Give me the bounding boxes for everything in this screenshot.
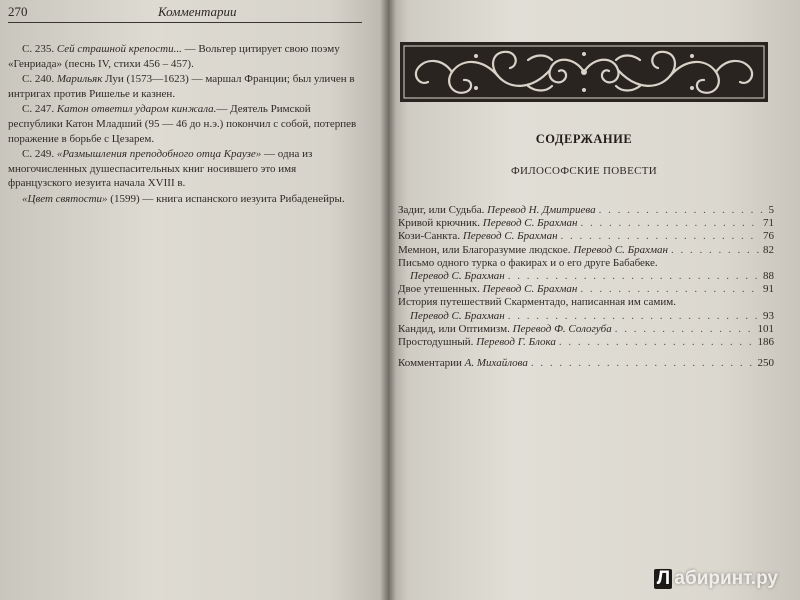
work-title: Кози-Санкта. xyxy=(398,230,461,243)
leader-dots xyxy=(580,217,760,229)
page-ref: 76 xyxy=(763,230,774,243)
translator: Перевод С. Брахман xyxy=(573,243,669,256)
translator: Перевод С. Брахман xyxy=(410,309,505,322)
page-ref: 91 xyxy=(763,283,774,296)
commentary-note xyxy=(8,192,358,207)
work-title: Мемнон, или Благоразумие людское. xyxy=(398,243,571,256)
work-title: История путешествий Скарментадо, написанная им самим. xyxy=(398,296,676,309)
translator: Перевод С. Брахман xyxy=(482,283,578,296)
note-quote: Марильяк xyxy=(56,73,103,86)
toc-entry-title xyxy=(398,270,508,282)
note-quote: «Цвет святости» xyxy=(22,192,108,205)
translator: Перевод С. Брахман xyxy=(482,217,578,230)
work-title: Письмо одного турка о факирах и о его друге Бабабеке. xyxy=(398,256,658,269)
page-ref: 71 xyxy=(763,217,774,230)
page-ref: 186 xyxy=(757,335,774,348)
toc-entry xyxy=(398,283,774,296)
watermark-text: абиринт.ру xyxy=(674,568,778,589)
translator: Перевод Г. Блока xyxy=(476,335,556,348)
toc-entry-title xyxy=(398,336,559,348)
note-text: — Деятель Римской республики Катон Младший (95 — 46 до н.э.) покончил с собой, потерпев поражение в борьбе с Цезарем. xyxy=(8,103,357,145)
toc-entry-title xyxy=(398,204,599,216)
toc-entry xyxy=(398,257,774,270)
note-text: — одна из многочисленных душеспасительных книг носившего это имя французского иезуита начала XVIII в. xyxy=(8,148,313,190)
leader-dots xyxy=(508,310,760,322)
page-ref: 82 xyxy=(763,243,774,256)
work-title: Двое утешенных. xyxy=(398,283,480,296)
table-of-contents xyxy=(398,204,774,370)
toc-entry xyxy=(398,323,774,336)
work-title: Простодушный. xyxy=(398,335,474,348)
leader-dots xyxy=(599,204,766,216)
toc-entry-title xyxy=(398,257,661,269)
toc-entry-title xyxy=(398,310,508,322)
work-title: Кандид, или Оптимизм. xyxy=(398,322,510,335)
note-quote: Катон ответил ударом кинжала. xyxy=(56,103,217,116)
toc-entry xyxy=(398,296,774,309)
leader-dots xyxy=(580,283,760,295)
page-ref: 93 xyxy=(763,309,774,322)
toc-heading: СОДЕРЖАНИЕ xyxy=(535,132,633,146)
toc-entry-title xyxy=(398,323,615,335)
translator: Перевод С. Брахман xyxy=(410,269,505,282)
commentary-note xyxy=(8,147,358,191)
toc-entry xyxy=(398,310,774,323)
leader-dots xyxy=(561,230,760,242)
toc-entry xyxy=(398,270,774,283)
page-ref: 5 xyxy=(768,204,774,216)
note-ref: С. 235. xyxy=(22,43,55,55)
page-number: 270 xyxy=(8,4,28,19)
commentary-note xyxy=(8,42,358,71)
note-text: — Вольтер цитирует свою поэму «Генриада» (песнь IV, стихи 456 – 457). xyxy=(8,43,340,70)
running-title: Комментарии xyxy=(158,4,237,19)
note-quote: «Размышления преподобного отца Краузе» xyxy=(56,148,262,161)
toc-entry xyxy=(398,217,774,230)
translator: Перевод Н. Дмитриева xyxy=(487,204,596,216)
running-head xyxy=(8,2,362,23)
translator: А. Михайлова xyxy=(464,357,528,370)
commentary-note xyxy=(8,102,358,146)
work-title: Кривой крючник. xyxy=(398,217,481,230)
note-ref: С. 249. xyxy=(22,148,55,161)
left-page xyxy=(0,0,388,600)
note-quote: Сей страшной крепости... xyxy=(56,43,182,55)
leader-dots xyxy=(559,336,755,348)
toc-subheading: ФИЛОСОФСКИЕ ПОВЕСТИ xyxy=(510,165,657,177)
note-ref: С. 240. xyxy=(22,73,55,86)
toc-entry-title xyxy=(398,283,580,295)
ornament-headpiece xyxy=(398,40,770,104)
note-text: (1599) — книга испанского иезуита Рибаденейры. xyxy=(107,192,345,205)
toc-entry xyxy=(398,204,774,217)
page-ref: 88 xyxy=(763,269,774,282)
book-gutter xyxy=(380,0,396,600)
toc-entry-title xyxy=(398,217,580,229)
commentary-notes xyxy=(8,42,358,208)
translator: Перевод Ф. Сологуба xyxy=(512,322,612,335)
toc-entry-title xyxy=(398,230,561,242)
site-watermark xyxy=(654,568,778,590)
translator: Перевод С. Брахман xyxy=(462,230,558,243)
leader-dots xyxy=(671,244,760,256)
leader-dots xyxy=(508,270,760,282)
toc-entry xyxy=(398,230,774,243)
toc-entry-title xyxy=(398,244,671,256)
toc-entry-title xyxy=(398,296,679,308)
toc-entry xyxy=(398,357,774,370)
commentary-note xyxy=(8,72,358,101)
page-ref: 101 xyxy=(757,322,774,335)
work-title: Комментарии xyxy=(398,357,462,370)
toc-entry-title xyxy=(398,357,531,369)
toc-entry xyxy=(398,244,774,257)
note-text: Луи (1573—1623) — маршал Франции; был уличен в интригах против Ришелье и казнен. xyxy=(8,73,355,100)
leader-dots xyxy=(615,323,755,335)
leader-dots xyxy=(531,357,755,369)
page-ref: 250 xyxy=(757,357,774,370)
note-ref: С. 247. xyxy=(22,103,55,116)
watermark-logo-letter: Л xyxy=(654,569,672,589)
toc-entry xyxy=(398,336,774,349)
work-title: Задиг, или Судьба. xyxy=(398,204,485,216)
